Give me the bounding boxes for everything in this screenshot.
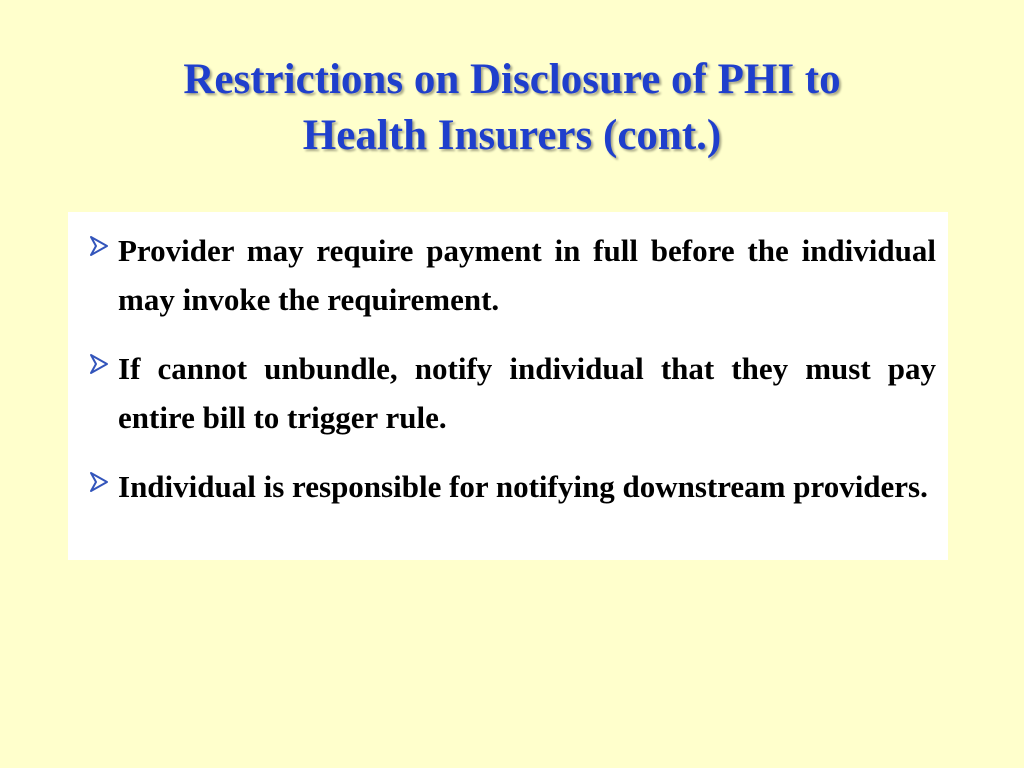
arrow-bullet-icon — [88, 235, 110, 257]
slide-title-line-2: Health Insurers (cont.) — [302, 112, 722, 159]
slide-title-line-1: Restrictions on Disclosure of PHI to — [183, 56, 841, 103]
bullet-item — [80, 344, 936, 442]
bullet-item — [80, 462, 936, 511]
arrow-bullet-icon — [88, 471, 110, 493]
bullet-text: Individual is responsible for notifying downstream providers. — [118, 469, 928, 504]
bullet-list-box — [68, 212, 948, 560]
bullet-text: If cannot unbundle, notify individual that they must pay entire bill to trigger rule. — [118, 351, 936, 435]
arrow-bullet-icon — [88, 353, 110, 375]
bullet-text: Provider may require payment in full before the individual may invoke the requirement. — [118, 233, 936, 317]
slide-title — [0, 52, 1024, 164]
bullet-item — [80, 226, 936, 324]
